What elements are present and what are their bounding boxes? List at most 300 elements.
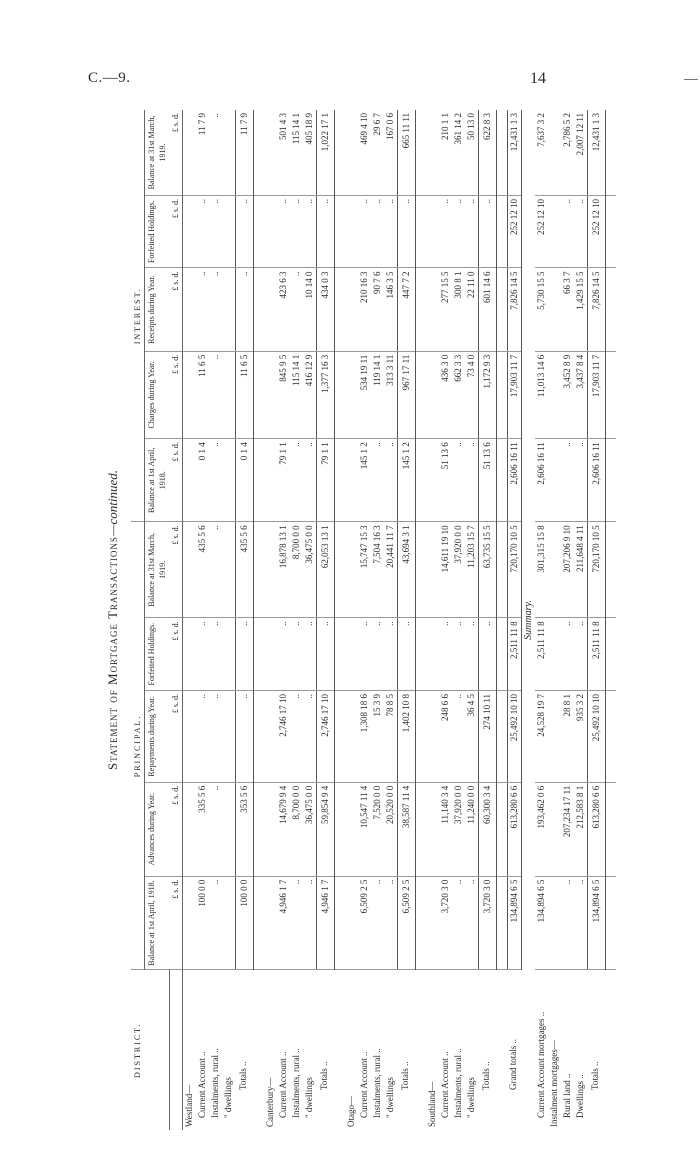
value-cell: ..	[452, 439, 465, 522]
row-label: Totals ..	[400, 1061, 410, 1090]
unit-cell: £ s. d.	[169, 522, 183, 618]
value-cell: ..	[465, 195, 479, 268]
value-cell: ..	[290, 690, 303, 782]
table-row	[426, 110, 439, 1130]
value-cell	[548, 110, 561, 195]
value-cell: 845 9 5	[277, 351, 290, 438]
spacer-cell	[605, 522, 616, 618]
statement-title-suffix: —continued.	[105, 469, 120, 537]
value-cell	[264, 782, 277, 876]
value-cell: 24,528 19 7	[535, 690, 548, 782]
value-cell: ..	[561, 439, 574, 522]
value-cell: 12,431 1 3	[507, 110, 521, 195]
spacer-cell	[334, 195, 345, 268]
value-cell: ..	[196, 618, 209, 691]
value-cell: 119 14 1	[371, 351, 384, 438]
value-cell: ..	[303, 690, 317, 782]
row-label: " dwellings	[465, 1077, 476, 1118]
value-cell	[264, 876, 277, 970]
value-cell	[548, 782, 561, 876]
value-cell: 79 1 1	[316, 439, 334, 522]
value-cell: 59,854 9 4	[316, 782, 334, 876]
value-cell: 0 1 4	[235, 439, 253, 522]
value-cell: 1,377 16 3	[316, 351, 334, 438]
value-cell: 100 0 0	[196, 876, 209, 970]
value-cell: ..	[303, 876, 317, 970]
column-header: Receipts during Year.	[145, 268, 170, 351]
value-cell: ..	[358, 618, 371, 691]
value-cell: 134,894 6 5	[507, 876, 521, 970]
value-cell: ..	[439, 618, 452, 691]
value-cell: 2,511 11 8	[535, 618, 548, 691]
value-cell: 1,022 17 1	[316, 110, 334, 195]
value-cell: 4,946 1 7	[316, 876, 334, 970]
row-label: Grand totals ..	[508, 1039, 518, 1090]
spacer-cell	[415, 351, 426, 438]
value-cell: ..	[209, 522, 222, 618]
value-cell: 210 16 3	[358, 268, 371, 351]
row-label: " dwellings	[223, 1077, 233, 1118]
unit-cell: £ s. d.	[169, 351, 183, 438]
value-cell: 2,746 17 10	[316, 690, 334, 782]
spacer-cell	[415, 876, 426, 970]
value-cell: ..	[209, 876, 222, 970]
value-cell: 3,720 3 0	[478, 876, 496, 970]
value-cell: 15,747 15 3	[358, 522, 371, 618]
value-cell: 11 6 5	[235, 351, 253, 438]
value-cell	[264, 268, 277, 351]
table-row	[548, 110, 561, 1130]
document-reference: C.—9.	[88, 70, 131, 86]
value-cell	[183, 351, 197, 438]
unit-cell: £ s. d.	[169, 195, 183, 268]
spacer-cell	[496, 970, 507, 1130]
spacer-cell	[496, 522, 507, 618]
value-cell	[264, 618, 277, 691]
value-cell	[345, 782, 358, 876]
value-cell: ..	[358, 195, 371, 268]
row-label: Current Account mortgages ..	[535, 1011, 546, 1118]
value-cell: 353 5 6	[235, 782, 253, 876]
value-cell: 20,441 11 7	[384, 522, 398, 618]
value-cell: 167 0 6	[384, 110, 398, 195]
column-header: Advances during Year.	[145, 782, 170, 876]
value-cell: 37,920 0 0	[452, 782, 465, 876]
value-cell: 38,587 11 4	[397, 782, 415, 876]
value-cell	[345, 351, 358, 438]
value-cell: 115 14 1	[290, 351, 303, 438]
value-cell: ..	[397, 195, 415, 268]
value-cell: 662 3 3	[452, 351, 465, 438]
value-cell: 7,637 3 2	[535, 110, 548, 195]
value-cell: ..	[452, 876, 465, 970]
value-cell: 10 14 0	[303, 268, 317, 351]
value-cell: 17,903 11 7	[507, 351, 521, 438]
value-cell: 435 5 6	[196, 522, 209, 618]
value-cell	[183, 110, 197, 195]
column-header: Balance at 1st April, 1918.	[145, 439, 170, 522]
group-header-row	[131, 110, 145, 1130]
spacer-cell	[415, 439, 426, 522]
value-cell: ..	[465, 618, 479, 691]
value-cell: 601 14 6	[478, 268, 496, 351]
value-cell: 300 8 1	[452, 268, 465, 351]
total-row	[316, 110, 334, 1130]
value-cell	[345, 618, 358, 691]
value-cell: 0 1 4	[196, 439, 209, 522]
spacer-cell	[415, 195, 426, 268]
row-label: Rural land ..	[561, 1073, 572, 1118]
spacer-cell	[253, 268, 264, 351]
table-row	[371, 110, 384, 1130]
statement-title	[105, 110, 121, 1130]
spacer-cell	[253, 195, 264, 268]
spacer-cell	[253, 876, 264, 970]
value-cell: 14,611 19 10	[439, 522, 452, 618]
value-cell: 145 1 2	[358, 439, 371, 522]
value-cell	[264, 439, 277, 522]
value-cell: ..	[303, 439, 317, 522]
value-cell: 17,903 11 7	[587, 351, 605, 438]
value-cell: 145 1 2	[397, 439, 415, 522]
spacer-row	[253, 110, 264, 1130]
spacer-cell	[496, 268, 507, 351]
table-row	[209, 110, 222, 1130]
value-cell	[548, 439, 561, 522]
column-header: Forfeited Holdings.	[145, 195, 170, 268]
value-cell: ..	[209, 690, 222, 782]
spacer-cell	[334, 970, 345, 1130]
value-cell: 501 4 3	[277, 110, 290, 195]
value-cell	[183, 876, 197, 970]
mortgage-transactions-table	[131, 110, 616, 1130]
row-label: Dwellings ..	[574, 1074, 585, 1118]
table-row	[222, 110, 235, 1130]
unit-cell: £ s. d.	[169, 690, 183, 782]
value-cell	[548, 195, 561, 268]
value-cell: 115 14 1	[290, 110, 303, 195]
value-cell: 37,920 0 0	[452, 522, 465, 618]
value-cell: 36,475 0 0	[303, 522, 317, 618]
value-cell: ..	[303, 618, 317, 691]
value-cell: 720,170 10 5	[507, 522, 521, 618]
value-cell: 29 6 7	[371, 110, 384, 195]
value-cell: ..	[209, 782, 222, 876]
spacer-cell	[496, 110, 507, 195]
value-cell	[345, 690, 358, 782]
unit-cell: £ s. d.	[169, 268, 183, 351]
value-cell: 1,308 18 6	[358, 690, 371, 782]
row-label: " dwellings	[303, 1077, 314, 1118]
column-header: Forfeited Holdings.	[145, 618, 170, 691]
value-cell	[222, 351, 235, 438]
value-cell: 62,053 13 1	[316, 522, 334, 618]
table-row	[465, 110, 479, 1130]
value-cell: ..	[384, 195, 398, 268]
value-cell: 73 4 0	[465, 351, 479, 438]
spacer-cell	[415, 110, 426, 195]
value-cell: ..	[561, 876, 574, 970]
value-cell: ..	[478, 618, 496, 691]
value-cell: ..	[290, 195, 303, 268]
value-cell: 447 7 2	[397, 268, 415, 351]
spacer-cell	[605, 351, 616, 438]
value-cell: 50 13 0	[465, 110, 479, 195]
spacer-cell	[334, 618, 345, 691]
spacer-cell	[496, 195, 507, 268]
value-cell: ..	[384, 876, 398, 970]
spacer-cell	[253, 782, 264, 876]
row-label: Southland—	[426, 1081, 437, 1127]
value-cell: ..	[371, 876, 384, 970]
value-cell	[345, 522, 358, 618]
page-number: 14	[530, 70, 546, 87]
value-cell: 3,720 3 0	[439, 876, 452, 970]
value-cell	[183, 522, 197, 618]
table-row	[345, 110, 358, 1130]
value-cell	[426, 876, 439, 970]
spacer-cell	[415, 690, 426, 782]
table-row	[452, 110, 465, 1130]
total-row	[587, 110, 605, 1130]
value-cell: ..	[290, 876, 303, 970]
table-row	[384, 110, 398, 1130]
value-cell: ..	[384, 439, 398, 522]
value-cell: ..	[235, 618, 253, 691]
value-cell: 63,735 15 5	[478, 522, 496, 618]
value-cell: 212,583 8 1	[574, 782, 588, 876]
value-cell	[264, 522, 277, 618]
value-cell	[548, 618, 561, 691]
value-cell: ..	[574, 439, 588, 522]
unit-row	[169, 110, 183, 1130]
spacer-cell	[415, 782, 426, 876]
spacer-cell	[415, 970, 426, 1130]
value-cell: 3,437 8 4	[574, 351, 588, 438]
value-cell: 5,730 15 5	[535, 268, 548, 351]
value-cell: 7,504 16 3	[371, 522, 384, 618]
spacer-cell	[496, 351, 507, 438]
spacer-cell	[253, 110, 264, 195]
row-label: Instalments, rural ..	[371, 1048, 382, 1118]
value-cell: ..	[574, 618, 588, 691]
value-cell: 436 3 0	[439, 351, 452, 438]
value-cell	[426, 522, 439, 618]
spacer-cell	[415, 268, 426, 351]
spacer-cell	[334, 268, 345, 351]
value-cell: ..	[290, 439, 303, 522]
value-cell: 100 0 0	[235, 876, 253, 970]
value-cell: 211,648 4 11	[574, 522, 588, 618]
spacer-cell	[253, 439, 264, 522]
value-cell: 335 5 6	[196, 782, 209, 876]
unit-cell: £ s. d.	[169, 439, 183, 522]
value-cell: 3,452 8 9	[561, 351, 574, 438]
value-cell: 207,206 9 10	[561, 522, 574, 618]
value-cell: ..	[235, 195, 253, 268]
unit-cell: £ s. d.	[169, 618, 183, 691]
value-cell: 79 1 1	[277, 439, 290, 522]
value-cell	[426, 110, 439, 195]
value-cell: ..	[316, 195, 334, 268]
column-header: Balance at 31st March, 1919.	[145, 522, 170, 618]
value-cell: 14,679 9 4	[277, 782, 290, 876]
value-cell: ..	[303, 195, 317, 268]
value-cell: 11,013 14 6	[535, 351, 548, 438]
row-label: Instalments, rural ..	[290, 1048, 301, 1118]
spacer-cell	[605, 970, 616, 1130]
value-cell: 20,520 0 0	[384, 782, 398, 876]
spacer-cell	[496, 618, 507, 691]
value-cell	[264, 110, 277, 195]
value-cell	[426, 439, 439, 522]
value-cell: ..	[452, 618, 465, 691]
value-cell: 12,431 1 3	[587, 110, 605, 195]
spacer-row	[496, 110, 507, 1130]
value-cell: 2,606 16 11	[507, 439, 521, 522]
value-cell	[222, 782, 235, 876]
value-cell: 1,402 10 8	[397, 690, 415, 782]
value-cell: 313 3 11	[384, 351, 398, 438]
table-row	[290, 110, 303, 1130]
spacer-cell	[334, 439, 345, 522]
value-cell: 7,826 14 5	[587, 268, 605, 351]
value-cell: 25,492 10 10	[507, 690, 521, 782]
row-label: Instalments, rural ..	[210, 1048, 220, 1118]
value-cell: 2,511 11 8	[587, 618, 605, 691]
spacer-row	[334, 110, 345, 1130]
row-label: Instalment mortgages—	[548, 1040, 559, 1127]
value-cell: ..	[452, 195, 465, 268]
value-cell: ..	[371, 439, 384, 522]
value-cell	[548, 351, 561, 438]
unit-cell: £ s. d.	[169, 110, 183, 195]
value-cell	[426, 351, 439, 438]
value-cell	[183, 690, 197, 782]
value-cell: ..	[235, 268, 253, 351]
value-cell: 2,007 12 11	[574, 110, 588, 195]
spacer-cell	[334, 522, 345, 618]
table-row	[183, 110, 197, 1130]
table-row	[303, 110, 317, 1130]
value-cell	[548, 690, 561, 782]
value-cell: 11,140 3 4	[439, 782, 452, 876]
value-cell: 22 11 0	[465, 268, 479, 351]
value-cell: ..	[384, 618, 398, 691]
row-label: Westland—	[184, 1084, 194, 1127]
table-row	[277, 110, 290, 1130]
summary-heading-row	[521, 110, 535, 1130]
value-cell	[264, 195, 277, 268]
spacer-cell	[334, 782, 345, 876]
value-cell: 134,894 6 5	[587, 876, 605, 970]
value-cell: ..	[574, 876, 588, 970]
value-cell	[548, 268, 561, 351]
value-cell	[345, 195, 358, 268]
value-cell	[222, 110, 235, 195]
table-row	[574, 110, 588, 1130]
value-cell: ..	[465, 439, 479, 522]
value-cell: 301,315 15 8	[535, 522, 548, 618]
value-cell: 434 0 3	[316, 268, 334, 351]
value-cell: 60,300 3 4	[478, 782, 496, 876]
value-cell: 51 13 6	[478, 439, 496, 522]
value-cell: 423 6 3	[277, 268, 290, 351]
value-cell	[183, 195, 197, 268]
row-label: Current Account ..	[197, 1051, 207, 1118]
row-label: " dwellings	[384, 1077, 395, 1118]
value-cell: ..	[371, 195, 384, 268]
value-cell	[426, 782, 439, 876]
value-cell	[222, 876, 235, 970]
value-cell: 28 8 1	[561, 690, 574, 782]
value-cell: ..	[209, 268, 222, 351]
column-header: Balance at 31st March, 1919.	[145, 110, 170, 195]
spacer-cell	[415, 618, 426, 691]
value-cell: ..	[290, 268, 303, 351]
row-label: Current Account ..	[439, 1051, 450, 1118]
value-cell: ..	[316, 618, 334, 691]
value-cell: 252 12 10	[587, 195, 605, 268]
value-cell: ..	[209, 618, 222, 691]
value-cell: 405 18 9	[303, 110, 317, 195]
spacer-row	[415, 110, 426, 1130]
table-row	[264, 110, 277, 1130]
value-cell: 11,240 0 0	[465, 782, 479, 876]
rotated-table-area	[105, 110, 625, 1130]
value-cell	[426, 618, 439, 691]
column-header: Repayments during Year.	[145, 690, 170, 782]
value-cell: 4,946 1 7	[277, 876, 290, 970]
value-cell: 11 7 9	[196, 110, 209, 195]
value-cell: 210 1 1	[439, 110, 452, 195]
value-cell: 935 3 2	[574, 690, 588, 782]
value-cell: 613,280 6 6	[587, 782, 605, 876]
value-cell: ..	[478, 195, 496, 268]
value-cell: 248 6 6	[439, 690, 452, 782]
value-cell: 11,203 15 7	[465, 522, 479, 618]
spacer-cell	[334, 876, 345, 970]
value-cell: ..	[235, 690, 253, 782]
value-cell: 43,694 3 1	[397, 522, 415, 618]
principal-header: PRINCIPAL.	[131, 522, 145, 970]
value-cell: 435 5 6	[235, 522, 253, 618]
table-row	[358, 110, 371, 1130]
value-cell: 1,172 9 3	[478, 351, 496, 438]
value-cell	[345, 876, 358, 970]
spacer-cell	[253, 970, 264, 1130]
value-cell: 2,511 11 8	[507, 618, 521, 691]
spacer-cell	[253, 522, 264, 618]
value-cell	[183, 618, 197, 691]
spacer-cell	[605, 876, 616, 970]
column-header: Charges during Year.	[145, 351, 170, 438]
unit-cell: £ s. d.	[169, 876, 183, 970]
spacer-cell	[605, 268, 616, 351]
value-cell: 720,170 10 5	[587, 522, 605, 618]
value-cell: ..	[574, 195, 588, 268]
value-cell: 7,826 14 5	[507, 268, 521, 351]
table-row	[535, 110, 548, 1130]
value-cell: 10,547 11 4	[358, 782, 371, 876]
value-cell: ..	[465, 876, 479, 970]
value-cell: 252 12 10	[535, 195, 548, 268]
value-cell: ..	[452, 690, 465, 782]
value-cell: ..	[196, 690, 209, 782]
row-label: Totals ..	[590, 1061, 600, 1090]
value-cell: 15 3 9	[371, 690, 384, 782]
value-cell: 2,746 17 10	[277, 690, 290, 782]
